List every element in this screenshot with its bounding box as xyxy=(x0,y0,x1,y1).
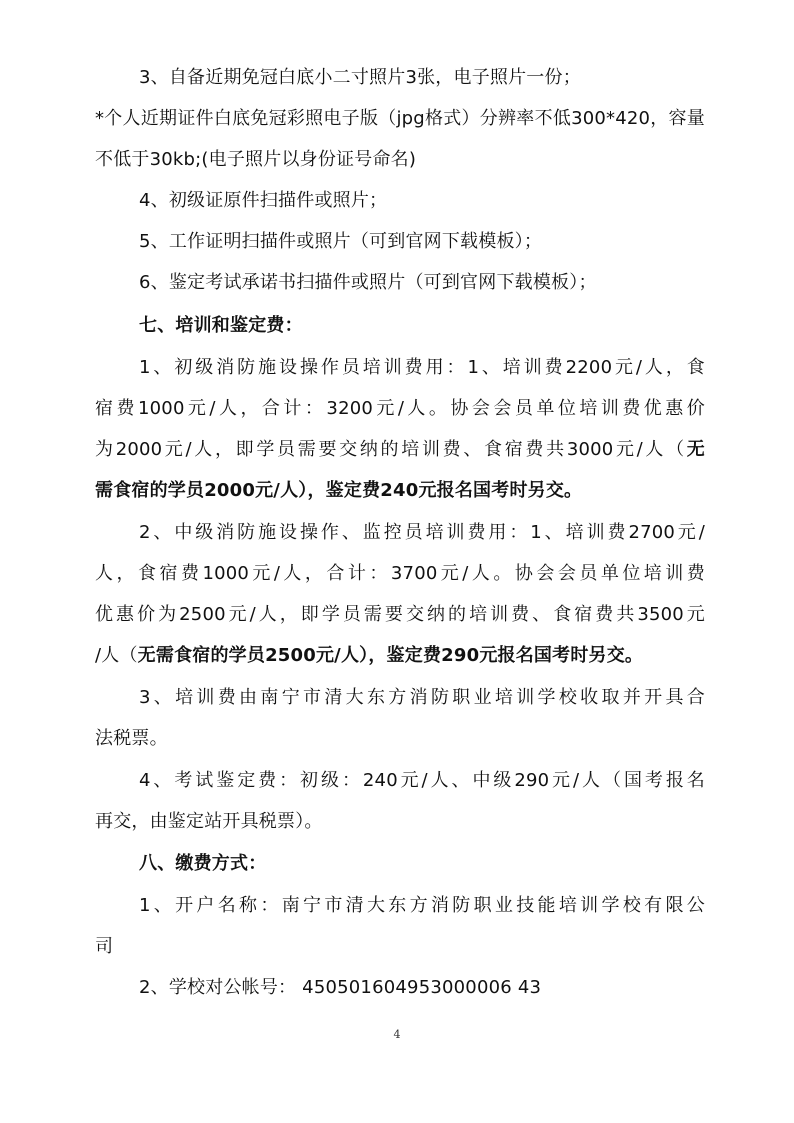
material-item-6: 6、鉴定考试承诺书扫描件或照片（可到官网下载模板）； xyxy=(139,272,597,293)
material-item-5: 5、工作证明扫描件或照片（可到官网下载模板）； xyxy=(139,231,543,252)
fee-item-1: 1、初级消防施设操作员培训费用：1、培训费2200元/人，食 xyxy=(139,357,705,378)
material-item-3: 3、自备近期免冠白底小二寸照片3张，电子照片一份； xyxy=(139,67,581,88)
fee-emphasis: 无需食宿的学员2500元/人），鉴定费290元报名国考时另交。 xyxy=(137,645,644,666)
fee-text: /人（ xyxy=(95,645,138,666)
fee-item-1-cont: 宿费1000元/人，合计：3200元/人。协会会员单位培训费优惠价 xyxy=(95,398,705,419)
fee-item-2-emphasis xyxy=(95,644,705,668)
fee-item-2-cont-2: 优惠价为2500元/人，即学员需要交纳的培训费、食宿费共3500元 xyxy=(95,604,705,625)
page-number: 4 xyxy=(393,1028,401,1041)
fee-text: 为2000元/人，即学员需要交纳的培训费、食宿费共3000元/人（ xyxy=(95,439,687,460)
photo-requirement-note: *个人近期证件白底免冠彩照电子版（jpg格式）分辨率不低300*420，容量 xyxy=(95,108,705,129)
fee-item-2: 2、中级消防施设操作、监控员培训费用：1、培训费2700元/ xyxy=(139,522,705,543)
section-heading-fees: 七、培训和鉴定费： xyxy=(139,315,303,336)
photo-requirement-note-cont: 不低于30kb;(电子照片以身份证号命名) xyxy=(95,149,417,170)
fee-item-1-cont-2 xyxy=(95,438,705,462)
fee-emphasis: 无 xyxy=(686,439,705,460)
payment-account-number: 2、学校对公帐号： 450501604953000006 43 xyxy=(139,977,542,998)
section-heading-payment: 八、缴费方式： xyxy=(139,853,267,874)
fee-item-4: 4、考试鉴定费：初级：240元/人、中级290元/人（国考报名 xyxy=(139,770,705,791)
fee-item-2-cont: 人，食宿费1000元/人，合计：3700元/人。协会会员单位培训费 xyxy=(95,563,705,584)
fee-item-3-cont: 法税票。 xyxy=(95,728,168,749)
material-item-4: 4、初级证原件扫描件或照片； xyxy=(139,190,388,211)
fee-item-3: 3、培训费由南宁市清大东方消防职业培训学校收取并开具合 xyxy=(139,687,705,708)
fee-item-1-emphasis: 需食宿的学员2000元/人），鉴定费240元报名国考时另交。 xyxy=(95,480,583,501)
payment-account-name: 1、开户名称：南宁市清大东方消防职业技能培训学校有限公 xyxy=(139,895,705,916)
fee-item-4-cont: 再交，由鉴定站开具税票）。 xyxy=(95,811,323,832)
payment-account-name-cont: 司 xyxy=(95,936,114,957)
